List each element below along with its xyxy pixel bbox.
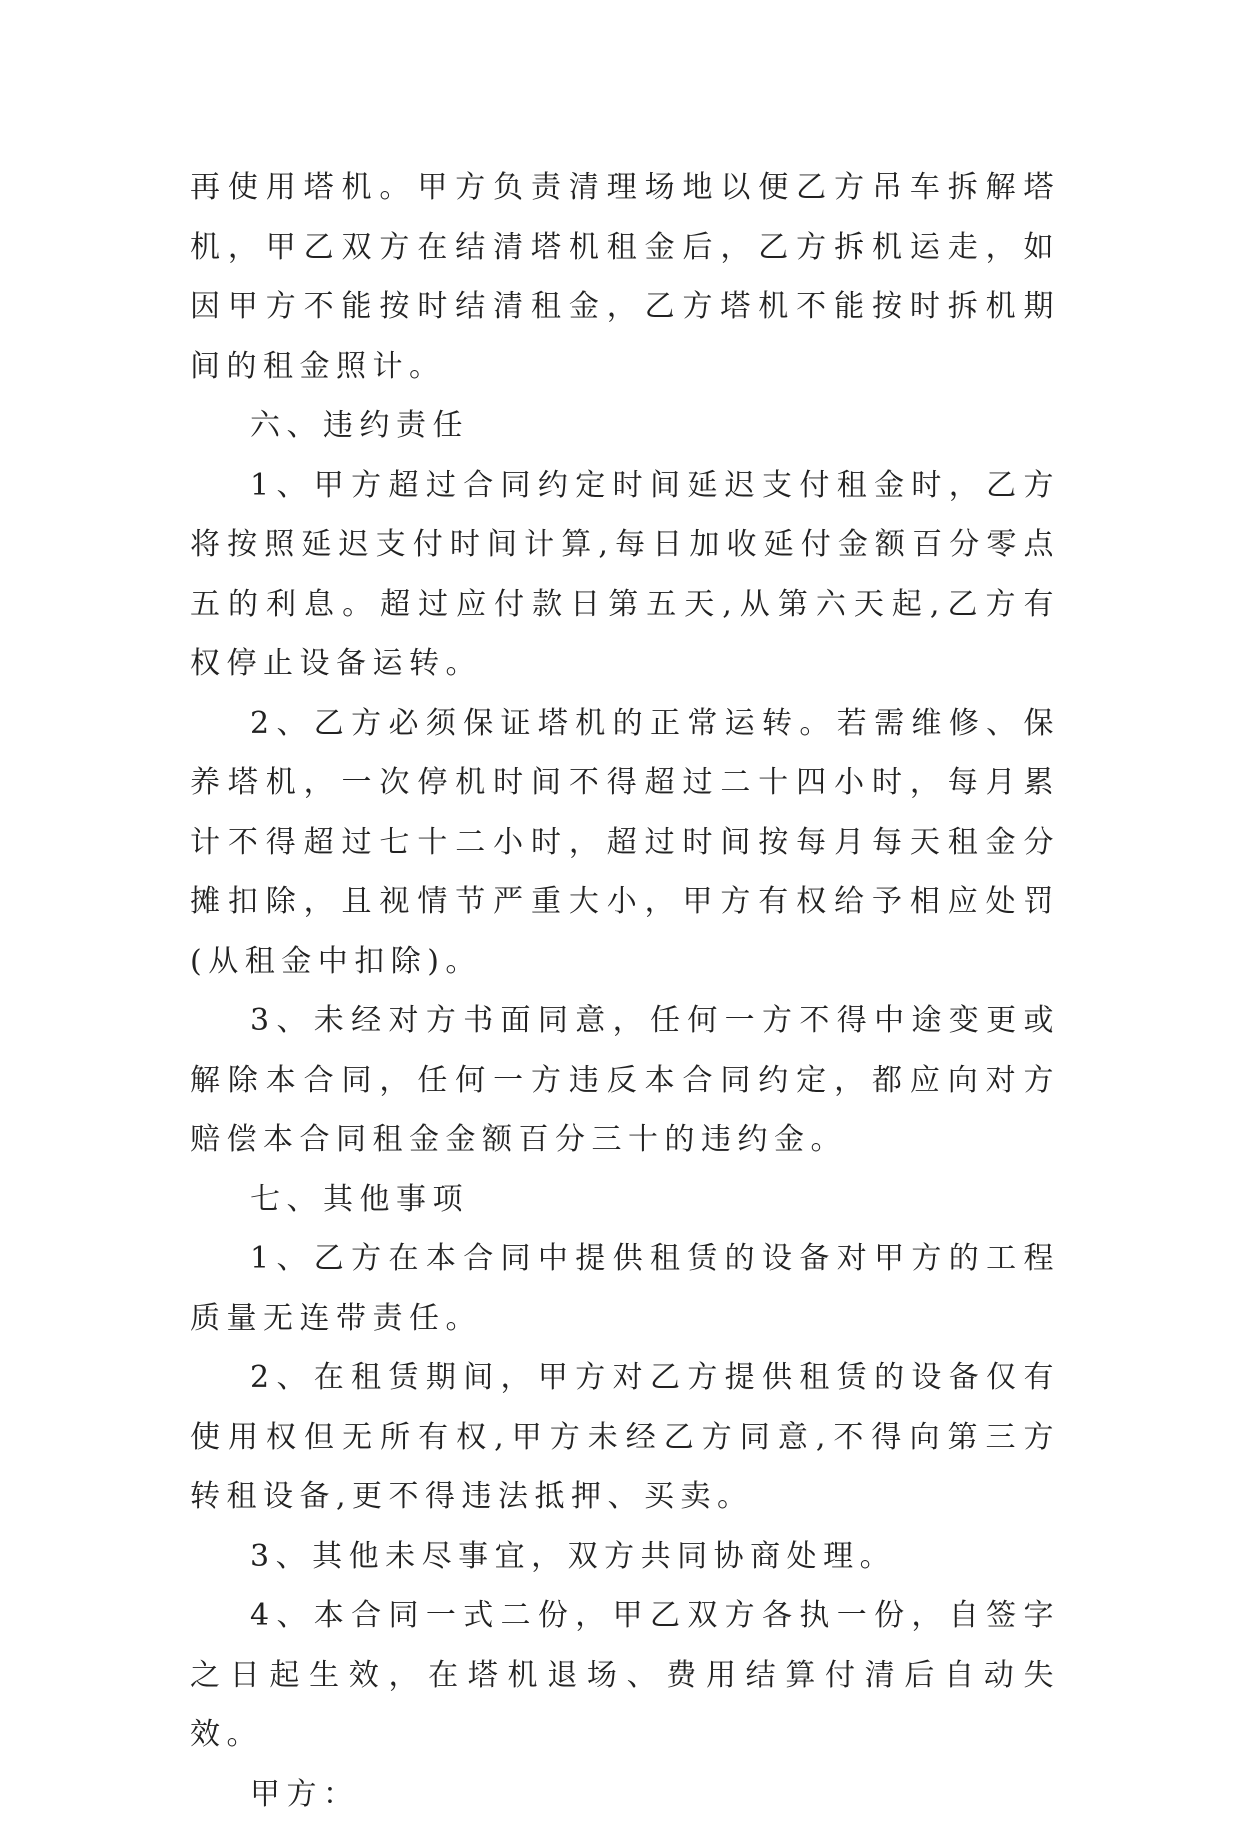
clause-7-3: 3、其他未尽事宜，双方共同协商处理。 <box>190 1527 1060 1587</box>
signature-party-a-label: 甲方： <box>190 1765 1060 1824</box>
document-body <box>190 158 1060 1824</box>
section-heading-other-matters: 七、其他事项 <box>190 1170 1060 1230</box>
clause-7-2: 2、在租赁期间，甲方对乙方提供租赁的设备仅有使用权但无所有权,甲方未经乙方同意,不得向第三方转租设备,更不得违法抵押、买卖。 <box>190 1348 1060 1527</box>
paragraph-continuation: 再使用塔机。甲方负责清理场地以便乙方吊车拆解塔机，甲乙双方在结清塔机租金后，乙方拆机运走，如因甲方不能按时结清租金，乙方塔机不能按时拆机期间的租金照计。 <box>190 158 1060 396</box>
clause-7-1: 1、乙方在本合同中提供租赁的设备对甲方的工程质量无连带责任。 <box>190 1229 1060 1348</box>
clause-6-2: 2、乙方必须保证塔机的正常运转。若需维修、保养塔机，一次停机时间不得超过二十四小时，每月累计不得超过七十二小时，超过时间按每月每天租金分摊扣除，且视情节严重大小，甲方有权给予相应处罚(从租金中扣除)。 <box>190 694 1060 992</box>
clause-6-1: 1、甲方超过合同约定时间延迟支付租金时，乙方将按照延迟支付时间计算,每日加收延付金额百分零点五的利息。超过应付款日第五天,从第六天起,乙方有权停止设备运转。 <box>190 456 1060 694</box>
clause-7-4: 4、本合同一式二份，甲乙双方各执一份，自签字之日起生效，在塔机退场、费用结算付清后自动失效。 <box>190 1586 1060 1765</box>
clause-6-3: 3、未经对方书面同意，任何一方不得中途变更或解除本合同，任何一方违反本合同约定，都应向对方赔偿本合同租金金额百分三十的违约金。 <box>190 991 1060 1170</box>
section-heading-breach-liability: 六、违约责任 <box>190 396 1060 456</box>
